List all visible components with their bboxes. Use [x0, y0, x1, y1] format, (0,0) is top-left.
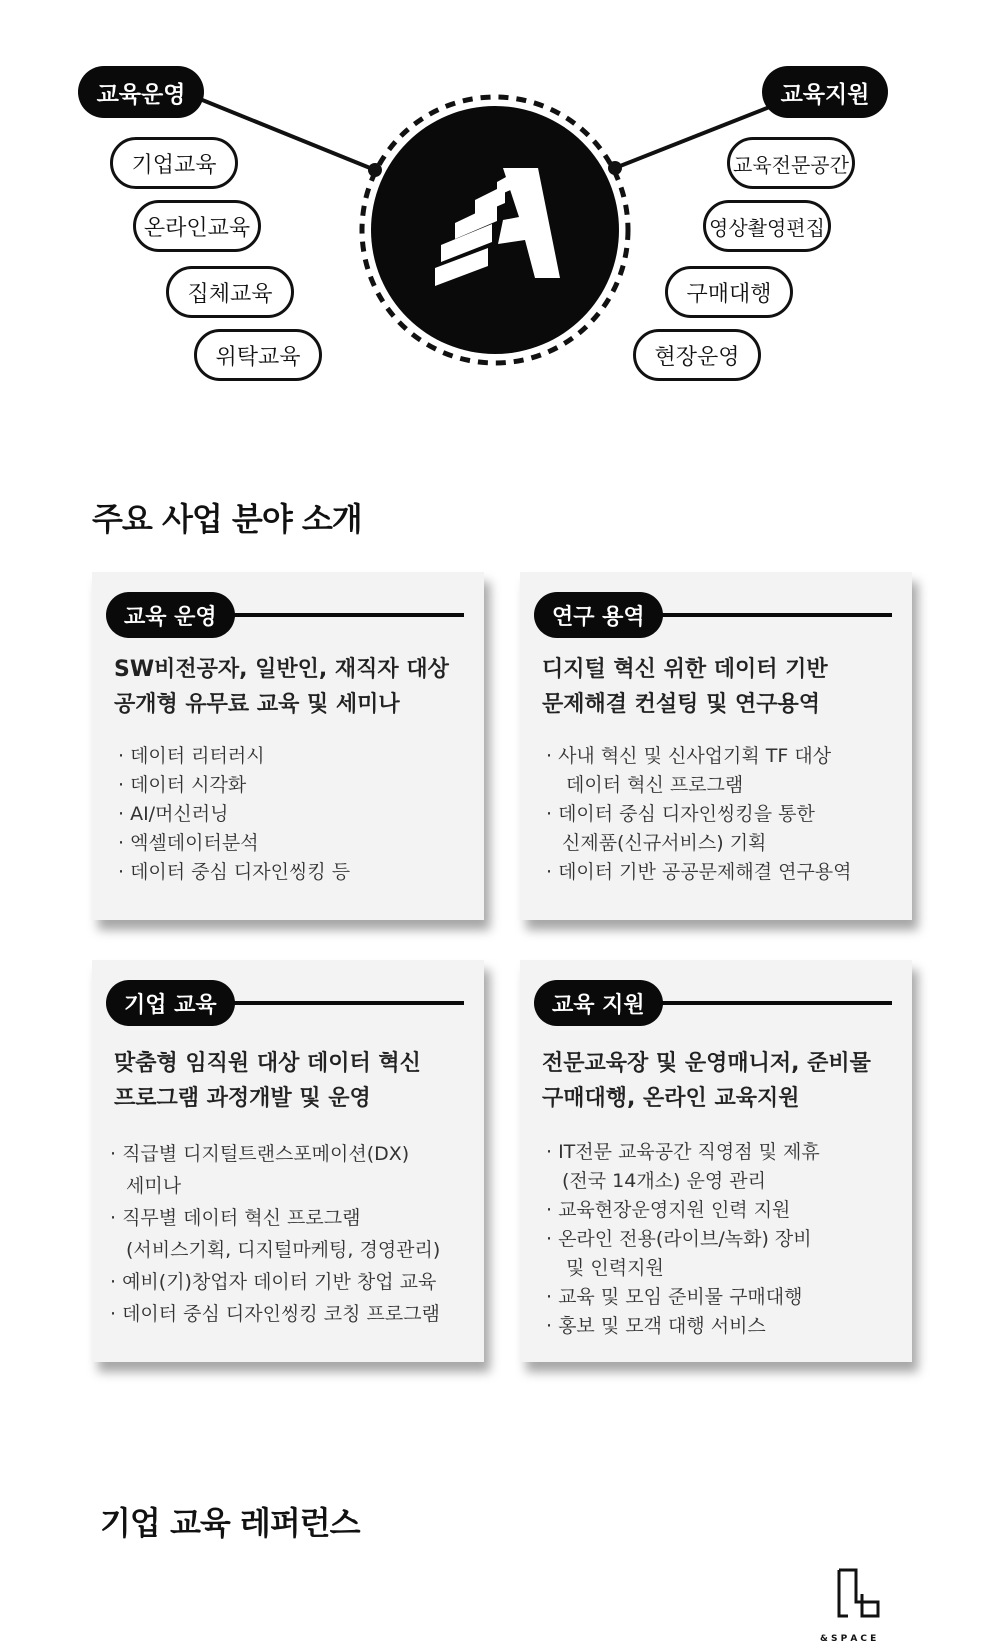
list-item: · IT전문 교육공간 직영점 및 제휴 [546, 1141, 820, 1163]
andspace-mark-icon [834, 1566, 882, 1620]
list-item: · 데이터 중심 디자인씽킹 등 [118, 861, 351, 883]
list-item: · 홍보 및 모객 대행 서비스 [546, 1315, 766, 1337]
diagram-right-item: 교육전문공간 [727, 137, 855, 189]
card-list [546, 742, 852, 887]
card-label: 교육 운영 [106, 592, 235, 638]
list-item: · 데이터 시각화 [118, 774, 247, 796]
list-item: 및 인력지원 [566, 1257, 664, 1279]
list-item: · 데이터 리터러시 [118, 745, 265, 767]
card-divider [654, 613, 892, 617]
card-list [546, 1138, 820, 1341]
list-item: 세미나 [126, 1175, 182, 1197]
list-item: · 교육현장운영지원 인력 지원 [546, 1199, 791, 1221]
diagram-right-header: 교육지원 [762, 66, 888, 118]
list-item: · 예비(기)창업자 데이터 기반 창업 교육 [110, 1271, 437, 1293]
card-label: 기업 교육 [106, 980, 235, 1026]
section-title: 주요 사업 분야 소개 [92, 500, 362, 538]
list-item: · 직급별 디지털트랜스포메이션(DX) [110, 1143, 410, 1165]
card-heading: SW비전공자, 일반인, 재직자 대상 공개형 유무료 교육 및 세미나 [114, 657, 449, 717]
card-divider [226, 613, 464, 617]
list-item: (전국 14개소) 운영 관리 [562, 1170, 766, 1192]
diagram-left-item: 집체교육 [166, 266, 294, 318]
diagram-right-item: 구매대행 [665, 266, 793, 318]
card-heading: 맞춤형 임직원 대상 데이터 혁신 프로그램 과정개발 및 운영 [114, 1051, 421, 1111]
card-heading: 전문교육장 및 운영매니저, 준비물 구매대행, 온라인 교육지원 [542, 1051, 871, 1111]
list-item: · 데이터 중심 디자인씽킹 코칭 프로그램 [110, 1303, 440, 1325]
card-heading: 디지털 혁신 위한 데이터 기반 문제해결 컨설팅 및 연구용역 [542, 657, 828, 717]
business-card-research [520, 572, 912, 920]
card-list [118, 742, 350, 887]
business-card-corporate-education [92, 960, 484, 1362]
diagram-left-item: 위탁교육 [194, 329, 322, 381]
list-item: 데이터 혁신 프로그램 [566, 774, 744, 796]
business-card-education-support [520, 960, 912, 1644]
card-label: 연구 용역 [534, 592, 663, 638]
list-item: · 직무별 데이터 혁신 프로그램 [110, 1207, 361, 1229]
card-divider [226, 1001, 464, 1005]
card-divider [654, 1001, 892, 1005]
list-item: · 데이터 중심 디자인씽킹을 통한 [546, 803, 815, 825]
business-card-education-ops [92, 572, 484, 920]
brand-logo-icon [355, 90, 635, 370]
card-label: 교육 지원 [534, 980, 663, 1026]
diagram-right-item: 현장운영 [633, 329, 761, 381]
list-item: · 사내 혁신 및 신사업기획 TF 대상 [546, 745, 832, 767]
diagram-right-item: 영상촬영편집 [703, 200, 831, 252]
diagram-left-header: 교육운영 [78, 66, 204, 118]
card-list [110, 1138, 440, 1330]
section-title-references: 기업 교육 레퍼런스 [100, 1504, 360, 1542]
list-item: (서비스기획, 디지털마케팅, 경영관리) [126, 1239, 441, 1261]
andspace-logo-text: & S P A C E [820, 1634, 877, 1644]
list-item: 신제품(신규서비스) 기획 [562, 832, 767, 854]
list-item: · 교육 및 모임 준비물 구매대행 [546, 1286, 803, 1308]
list-item: · AI/머신러닝 [118, 803, 229, 825]
list-item: · 데이터 기반 공공문제해결 연구용역 [546, 861, 852, 883]
diagram-left-item: 온라인교육 [133, 200, 261, 252]
list-item: · 온라인 전용(라이브/녹화) 장비 [546, 1228, 812, 1250]
diagram-left-item: 기업교육 [110, 137, 238, 189]
list-item: · 엑셀데이터분석 [118, 832, 259, 854]
service-diagram [0, 0, 1000, 420]
